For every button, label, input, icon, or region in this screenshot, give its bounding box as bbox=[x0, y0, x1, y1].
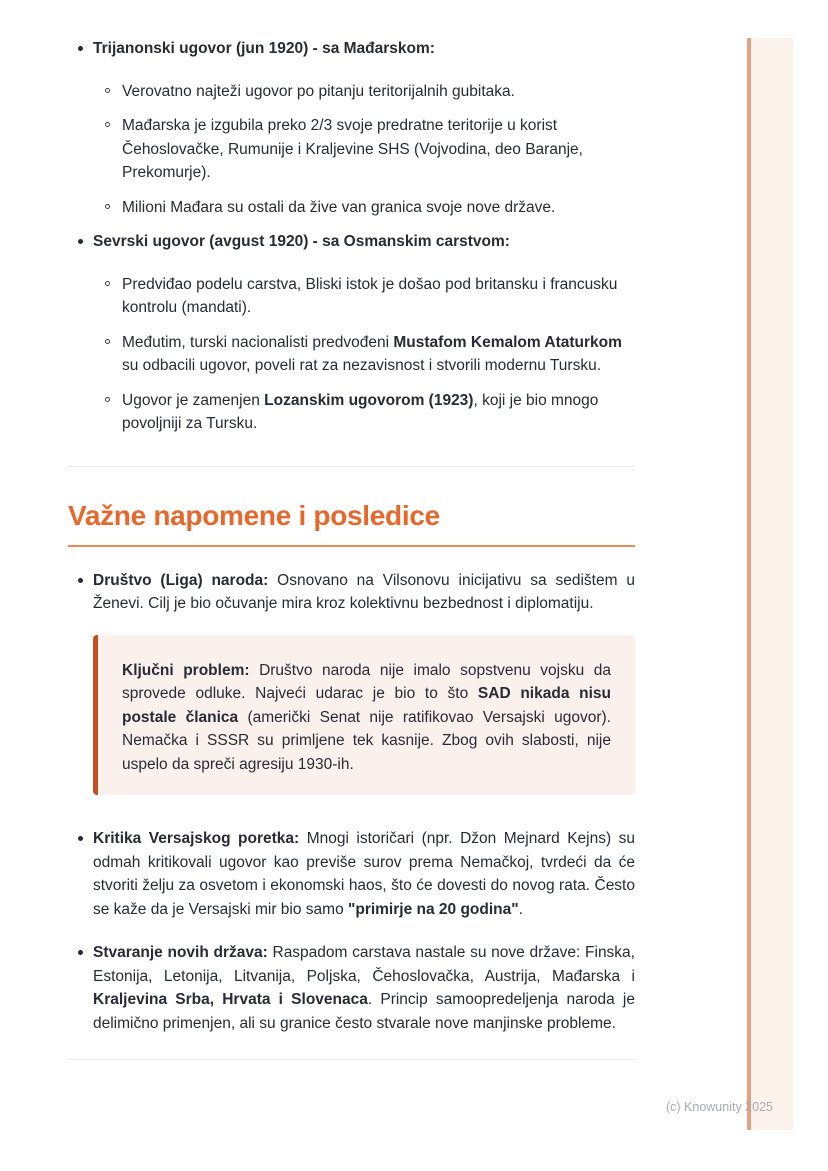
bullet-dot-icon bbox=[78, 239, 83, 244]
list-item-trianon-title bbox=[68, 37, 635, 61]
list-item bbox=[68, 331, 635, 378]
bullet-circle-icon bbox=[105, 88, 110, 93]
footer-divider bbox=[68, 1059, 635, 1060]
list-item bbox=[68, 114, 635, 185]
bullet-circle-icon bbox=[105, 204, 110, 209]
bold-run: Lozanskim ugovorom (1923) bbox=[264, 391, 474, 409]
bullet-dot-icon bbox=[78, 836, 83, 841]
list-item-new-states bbox=[68, 941, 635, 1035]
trianon-title: Trijanonski ugovor (jun 1920) - sa Mađarskom: bbox=[93, 40, 435, 57]
text-run: Raspadom carstava nastale su nove države: Finska, Estonija, Letonija, Litvanija, Poljska, Čehoslovačka, Austrija, Mađarska i bbox=[93, 944, 635, 985]
bold-run: Stvaranje novih država: bbox=[93, 944, 268, 961]
list-item-text bbox=[93, 827, 635, 921]
list-item-text bbox=[122, 114, 635, 185]
text-run: Mađarska je izgubila preko 2/3 svoje predratne teritorije u korist Čehoslovačke, Rumunije i Kraljevine SHS (Vojvodina, deo Baranje, Prekomurje). bbox=[122, 117, 583, 181]
bullet-dot-icon bbox=[78, 578, 83, 583]
bullet-circle-icon bbox=[105, 122, 110, 127]
text-run: . bbox=[518, 900, 523, 918]
text-run: Osnovano na Vilsonovu inicijativu sa sedištem u Ženevi. Cilj je bio očuvanje mira kroz kolektivnu bezbednost i diplomatiju. bbox=[93, 571, 635, 612]
text-run: Društvo naroda nije imalo sopstvenu vojsku da sprovede odluke. Najveći udarac je bio to što bbox=[122, 661, 611, 702]
text-run: , koji je bio mnogo povoljniji za Tursku. bbox=[122, 391, 599, 432]
key-problem-callout bbox=[93, 635, 635, 796]
section-divider bbox=[68, 466, 635, 467]
text-run: Međutim, turski nacionalisti predvođeni bbox=[122, 333, 394, 351]
bold-run: "primirje na 20 godina" bbox=[348, 900, 519, 918]
text-run: . Princip samoopredeljenja naroda je delimično primenjen, ali su granice često stvarale nove manjinske probleme. bbox=[93, 991, 635, 1032]
callout-text bbox=[122, 659, 611, 777]
list-item-text bbox=[122, 196, 635, 220]
bold-run: SAD nikada nisu postale članica bbox=[122, 685, 611, 726]
bullet-circle-icon bbox=[105, 281, 110, 286]
list-item-text bbox=[122, 273, 635, 320]
list-item-text bbox=[93, 941, 635, 1035]
text-run: Mnogi istoričari (npr. Džon Mejnard Kejns) su odmah kritikovali ugovor kao previše surov prema Nemačkoj, tvrdeći da će stvoriti želju za osvetom i ekonomski haos, što će dovesti do novog rata. Često se kaže da je Versajski mir bio samo bbox=[93, 830, 635, 918]
margin-highlight-stripe bbox=[747, 38, 751, 1130]
list-item-text bbox=[93, 569, 635, 616]
bold-run: Društvo (Liga) naroda: bbox=[93, 571, 269, 589]
list-item-league bbox=[68, 569, 635, 616]
list-item bbox=[68, 80, 635, 104]
bullet-circle-icon bbox=[105, 397, 110, 402]
bullet-dot-icon bbox=[78, 46, 83, 51]
copyright-note: (c) Knowunity 2025 bbox=[665, 1100, 773, 1114]
bold-run: Ključni problem: bbox=[122, 661, 250, 679]
page-content bbox=[68, 0, 635, 1060]
bold-run: Kraljevina Srba, Hrvata i Slovenaca bbox=[93, 991, 368, 1008]
text-run: Ugovor je zamenjen bbox=[122, 391, 265, 409]
section-heading: Važne napomene i posledice bbox=[68, 499, 635, 547]
list-item-critique bbox=[68, 827, 635, 921]
list-item bbox=[68, 273, 635, 320]
text-run: (američki Senat nije ratifikovao Versajski ugovor). Nemačka i SSSR su primljene tek kasnije. Zbog ovih slabosti, nije uspelo da spreči agresiju 1930-ih. bbox=[122, 708, 611, 773]
list-item-text bbox=[122, 80, 635, 104]
list-item-sevres-title bbox=[68, 230, 635, 254]
list-item bbox=[68, 389, 635, 436]
margin-highlight-fill bbox=[751, 38, 793, 1130]
list-item-text bbox=[122, 331, 635, 378]
text-run: Predviđao podelu carstva, Bliski istok je došao pod britansku i francusku kontrolu (mandati). bbox=[122, 275, 618, 316]
text-run: Verovatno najteži ugovor po pitanju teritorijalnih gubitaka. bbox=[122, 82, 515, 100]
text-run: su odbacili ugovor, poveli rat za nezavisnost i stvorili modernu Tursku. bbox=[122, 357, 602, 374]
bullet-dot-icon bbox=[78, 950, 83, 955]
bullet-circle-icon bbox=[105, 339, 110, 344]
bold-run: Kritika Versajskog poretka: bbox=[93, 830, 300, 847]
text-run: Milioni Mađara su ostali da žive van granica svoje nove države. bbox=[122, 198, 556, 216]
sevres-title: Sevrski ugovor (avgust 1920) - sa Osmanskim carstvom: bbox=[93, 233, 510, 250]
list-item bbox=[68, 196, 635, 220]
bold-run: Mustafom Kemalom Ataturkom bbox=[393, 333, 622, 351]
list-item-text bbox=[122, 389, 635, 436]
